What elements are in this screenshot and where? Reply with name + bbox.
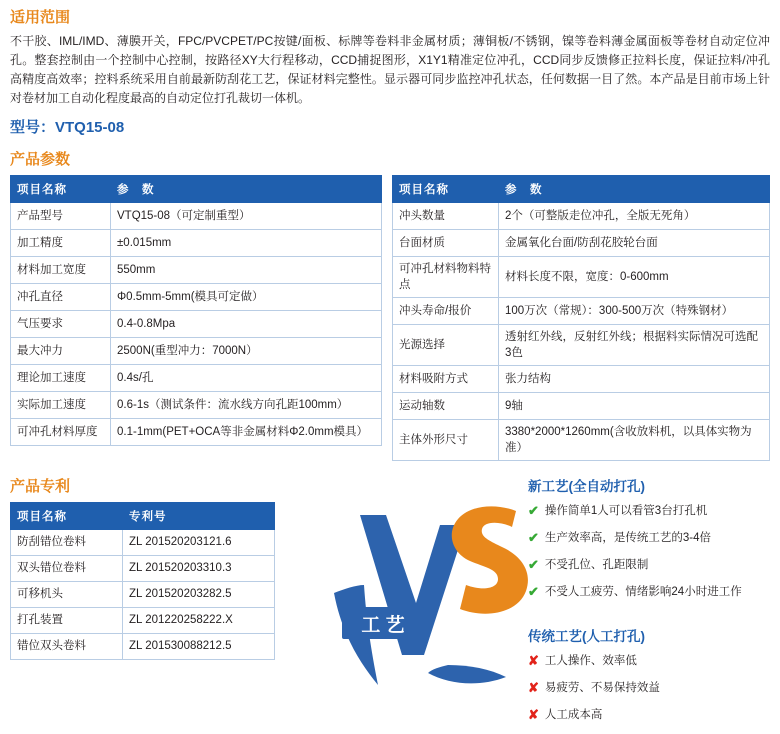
spec-tables: [10, 175, 770, 461]
cross-icon: ✘: [528, 707, 539, 722]
table-row: [11, 608, 275, 634]
cell-value: 材料长度不限，宽度：0-600mm: [499, 257, 770, 298]
new-process-title: 新工艺(全自动打孔): [528, 479, 645, 494]
cell-number: ZL 201520203310.3: [123, 556, 275, 582]
table-header-row: [11, 176, 382, 203]
cell-name: 错位双头卷料: [11, 634, 123, 660]
new-process-item: [528, 557, 778, 574]
old-process-item: [528, 707, 778, 724]
cell-name: 打孔装置: [11, 608, 123, 634]
cell-value: 3380*2000*1260mm(含收放料机，以具体实物为准）: [499, 420, 770, 461]
spec-table-right: [392, 175, 770, 461]
cell-name: 可移机头: [11, 582, 123, 608]
lower-section: [10, 475, 770, 722]
cell-name: 理论加工速度: [11, 365, 111, 392]
check-icon: ✔: [528, 530, 539, 545]
new-process-item: [528, 503, 778, 520]
cell-name: 加工精度: [11, 230, 111, 257]
old-process-item-label: 易疲劳、不易保持效益: [544, 682, 660, 694]
table-row: [393, 366, 770, 393]
cell-name: 材料吸附方式: [393, 366, 499, 393]
col-header-name: 项目名称: [11, 176, 111, 203]
table-row: [11, 203, 382, 230]
table-row: [11, 582, 275, 608]
cell-name: 防刮错位卷料: [11, 530, 123, 556]
cell-name: 实际加工速度: [11, 392, 111, 419]
table-row: [393, 393, 770, 420]
cell-value: 0.1-1mm(PET+OCA等非金属材料Φ2.0mm模具）: [111, 419, 382, 446]
compare-text-column: [528, 475, 778, 734]
scope-title: 适用范围: [10, 9, 71, 26]
table-row: [393, 325, 770, 366]
table-row: [393, 298, 770, 325]
cell-name: 材料加工宽度: [11, 257, 111, 284]
cell-value: 9轴: [499, 393, 770, 420]
cell-value: 100万次（常规）：300-500万次（特殊钢材）: [499, 298, 770, 325]
cross-icon: ✘: [528, 680, 539, 695]
table-row: [11, 419, 382, 446]
cell-name: 气压要求: [11, 311, 111, 338]
cell-name: 双头错位卷料: [11, 556, 123, 582]
table-row: [393, 420, 770, 461]
cell-value: Φ0.5mm-5mm(模具可定做）: [111, 284, 382, 311]
cell-number: ZL 201530088212.5: [123, 634, 275, 660]
cell-value: 0.6-1s（测试条件：流水线方向孔距100mm）: [111, 392, 382, 419]
cell-number: ZL 201520203282.5: [123, 582, 275, 608]
cell-value: ±0.015mm: [111, 230, 382, 257]
vs-badge-right-text: 对 比: [451, 615, 495, 636]
cell-name: 冲头数量: [393, 203, 499, 230]
table-header-row: [11, 503, 275, 530]
patent-section: [10, 475, 290, 715]
cell-name: 可冲孔材料物料特点: [393, 257, 499, 298]
cross-icon: ✘: [528, 653, 539, 668]
table-header-row: [393, 176, 770, 203]
table-row: [11, 311, 382, 338]
new-process-item-label: 生产效率高，是传统工艺的3-4倍: [544, 532, 712, 544]
new-process-item-label: 操作简单1人可以看管3台打孔机: [544, 505, 708, 517]
scope-body: 不干胶、IML/IMD、薄膜开关，FPC/PVCPET/PC按键/面板、标牌等卷料非金属材质；薄铜板/不锈钢，镍等卷料薄金属面板等卷材自动定位冲孔。整套控制由一个控制中心控制，按路径XY大行程移动，CCD捕捉图形，X1Y1精准定位冲孔，CCD同步反馈修正拉料长度，保证拉料/冲孔高精度高效率；控料系统采用自前最新防刮花工艺，保证材料完整性。显示器可同步监控冲孔状态，任何数据一目了然。本产品是目前市场上针对卷材加工自动化程度最高的自动定位打孔裁切一体机。: [10, 34, 770, 105]
table-row: [393, 230, 770, 257]
vs-badge-left-text: 工 艺: [361, 615, 405, 636]
spec-table-left: [10, 175, 382, 446]
cell-name: 运动轴数: [393, 393, 499, 420]
new-process-item: [528, 530, 778, 547]
table-row: [393, 257, 770, 298]
table-row: [11, 365, 382, 392]
vs-graphic: [320, 485, 535, 700]
comparison-section: [290, 475, 770, 722]
cell-name: 可冲孔材料厚度: [11, 419, 111, 446]
col-header-name: 项目名称: [393, 176, 499, 203]
cell-value: 张力结构: [499, 366, 770, 393]
cell-value: 2个（可整版走位冲孔，全版无死角）: [499, 203, 770, 230]
old-process-title: 传统工艺(人工打孔): [528, 629, 645, 644]
cell-name: 光源选择: [393, 325, 499, 366]
cell-name: 冲孔直径: [11, 284, 111, 311]
patent-table: [10, 502, 275, 660]
cell-value: 透射红外线，反射红外线；根据料实际情况可选配3色: [499, 325, 770, 366]
new-process-item-label: 不受人工疲劳、情绪影响24小时进工作: [544, 586, 742, 598]
cell-name: 冲头寿命/报价: [393, 298, 499, 325]
col-header-value: 参 数: [499, 176, 770, 203]
old-process-item: [528, 680, 778, 697]
table-row: [11, 392, 382, 419]
table-row: [393, 203, 770, 230]
new-process-item: [528, 584, 778, 601]
old-process-item: [528, 653, 778, 670]
old-process-item-label: 人工成本高: [544, 709, 603, 721]
new-process-item-label: 不受孔位、孔距限制: [544, 559, 649, 571]
cell-name: 主体外形尺寸: [393, 420, 499, 461]
col-header-value: 参 数: [111, 176, 382, 203]
table-row: [11, 230, 382, 257]
cell-number: ZL 201220258222.X: [123, 608, 275, 634]
old-process-item-label: 工人操作、效率低: [544, 655, 637, 667]
cell-name: 产品型号: [11, 203, 111, 230]
cell-value: 金属氧化台面/防刮花胶轮台面: [499, 230, 770, 257]
model-number: 型号：VTQ15-08: [10, 119, 125, 136]
table-row: [11, 338, 382, 365]
col-header-name: 项目名称: [11, 503, 123, 530]
cell-value: 2500N(重型冲力：7000N）: [111, 338, 382, 365]
check-icon: ✔: [528, 503, 539, 518]
table-row: [11, 556, 275, 582]
cell-value: 0.4s/孔: [111, 365, 382, 392]
table-row: [11, 530, 275, 556]
patent-title: 产品专利: [10, 478, 71, 495]
check-icon: ✔: [528, 557, 539, 572]
cell-value: VTQ15-08（可定制重型）: [111, 203, 382, 230]
col-header-number: 专利号: [123, 503, 275, 530]
cell-value: 550mm: [111, 257, 382, 284]
check-icon: ✔: [528, 584, 539, 599]
cell-value: 0.4-0.8Mpa: [111, 311, 382, 338]
params-title: 产品参数: [10, 151, 71, 168]
table-row: [11, 284, 382, 311]
cell-name: 最大冲力: [11, 338, 111, 365]
cell-number: ZL 201520203121.6: [123, 530, 275, 556]
table-row: [11, 257, 382, 284]
table-row: [11, 634, 275, 660]
cell-name: 台面材质: [393, 230, 499, 257]
